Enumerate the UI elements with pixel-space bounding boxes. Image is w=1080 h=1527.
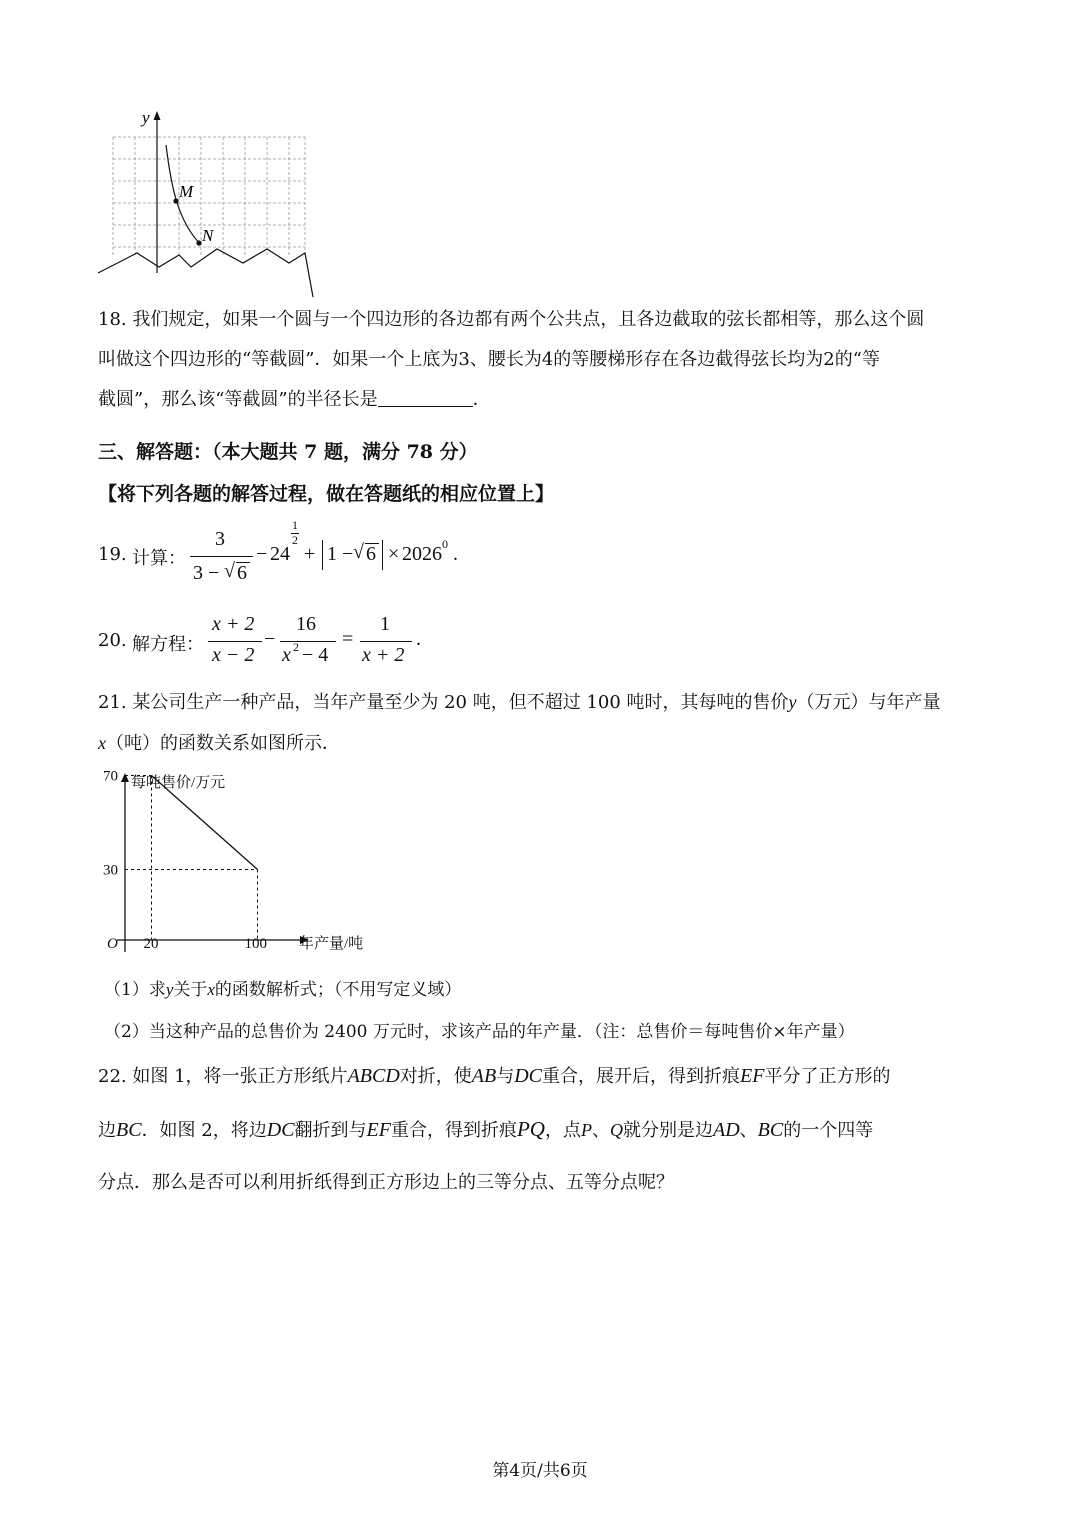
question-19 xyxy=(98,518,998,588)
q20-f2-den-rest: − 4 xyxy=(302,644,329,666)
q19-year: 2026 xyxy=(402,543,442,565)
q21-sub-2: （2）当这种产品的总售价为 2400 万元时，求该产品的年产量．（注：总售价＝每吨售价×年产量） xyxy=(104,1022,855,1042)
section-3-title: 三、解答题：（本大题共 7 题，满分 78 分） xyxy=(98,441,478,463)
q19-number: 19. xyxy=(98,544,127,565)
q20-end: . xyxy=(416,628,421,650)
q18-line-3: 截圆”，那么该“等截圆”的半径长是 ． xyxy=(98,380,978,420)
q20-f1-den: x − 2 xyxy=(212,644,255,666)
q20-minus: − xyxy=(264,628,276,650)
q20-f3-bar xyxy=(360,641,412,642)
y-tick-30: 30 xyxy=(103,862,118,879)
q20-f1-bar xyxy=(208,641,262,642)
x-tick-20: 20 xyxy=(143,936,159,952)
q20-f2-bar xyxy=(280,641,336,642)
q19-end: . xyxy=(453,543,458,565)
q19-plus: + xyxy=(304,543,316,565)
q19-base: 24 xyxy=(270,543,290,565)
x-tick-100: 100 xyxy=(244,936,267,952)
point-n xyxy=(196,240,201,245)
question-20 xyxy=(98,608,998,674)
question-21 xyxy=(98,682,978,764)
point-n-label: N xyxy=(202,226,214,245)
q19-abs-root: 6 xyxy=(366,543,376,565)
q19-radical-sign: √ xyxy=(224,560,235,582)
q19-minus: − xyxy=(256,543,268,565)
y-axis-arrow xyxy=(154,111,161,120)
page-footer: 第4页/共6页 xyxy=(492,1461,588,1481)
q19-times: × xyxy=(388,543,400,565)
q20-f3-den: x + 2 xyxy=(362,644,405,666)
q19-abs-radical-sign: √ xyxy=(353,541,364,563)
question-22 xyxy=(98,1050,978,1209)
q19-frac-den-a: 3 − xyxy=(193,562,220,584)
q19-prompt: 计算： xyxy=(132,548,186,569)
q18-line-1: 18. 我们规定，如果一个圆与一个四边形的各边都有两个公共点，且各边截取的弦长都相等，那么这个圆 xyxy=(98,309,925,330)
price-chart xyxy=(95,765,395,965)
q20-prompt: 解方程： xyxy=(132,634,204,655)
y-axis-label: y xyxy=(142,108,150,127)
q20-f2-num: 16 xyxy=(296,613,316,635)
q22-line-1: 22. 如图 1，将一张正方形纸片ABCD对折，使AB与DC重合，展开后，得到折痕EF平分了正方形的 xyxy=(98,1065,891,1087)
q19-frac-num: 3 xyxy=(215,528,225,550)
q20-f2-den-exp: 2 xyxy=(293,640,299,654)
q20-number: 20. xyxy=(98,630,127,651)
q19-frac-bar xyxy=(190,556,253,557)
q19-frac-den-root: 6 xyxy=(237,562,247,584)
answer-blank[interactable] xyxy=(378,386,473,407)
q20-f1-num: x + 2 xyxy=(212,613,255,635)
q19-abs-left xyxy=(322,540,323,570)
q20-f3-num: 1 xyxy=(380,613,390,635)
q21-line-2: x（吨）的函数关系如图所示． xyxy=(98,733,340,754)
q19-exp-den: 2 xyxy=(292,533,298,547)
q19-abs-right xyxy=(382,540,383,570)
question-18 xyxy=(98,300,978,420)
section-3-instruction: 【将下列各题的解答过程，做在答题纸的相应位置上】 xyxy=(98,483,555,505)
ground-line xyxy=(98,249,313,297)
q22-line-2: 边BC．如图 2，将边DC翻折到与EF重合，得到折痕PQ，点P、Q就分别是边AD、BC的一个四等 xyxy=(98,1117,874,1141)
curve-grid-figure xyxy=(95,105,320,300)
q18-line-2: 叫做这个四边形的“等截圆”．如果一个上底为3、腰长为4的等腰梯形存在各边截得弦长均为2的“等 xyxy=(98,349,880,370)
q21-line-1: 21. 某公司生产一种产品，当年产量至少为 20 吨，但不超过 100 吨时，其每吨的售价y（万元）与年产量 xyxy=(98,692,941,713)
q22-line-3: 分点．那么是否可以利用折纸得到正方形边上的三等分点、五等分点呢？ xyxy=(98,1172,674,1193)
origin-label: O xyxy=(107,936,118,952)
point-m-label: M xyxy=(179,182,194,201)
q19-year-exp: 0 xyxy=(442,537,448,551)
y-tick-70: 70 xyxy=(103,768,118,785)
y-axis-arrow xyxy=(121,773,129,782)
q19-exp-num: 1 xyxy=(292,518,298,532)
q20-eq: = xyxy=(342,628,354,650)
q20-f2-den-x: x xyxy=(282,644,291,666)
q19-abs-a: 1 − xyxy=(327,543,354,565)
q21-sub-1: （1）求y关于x的函数解析式；（不用写定义域） xyxy=(104,980,462,1000)
point-m xyxy=(173,198,178,203)
y-axis-title: 每吨售价/万元 xyxy=(131,775,226,791)
x-axis-title: 年产量/吨 xyxy=(299,936,364,952)
